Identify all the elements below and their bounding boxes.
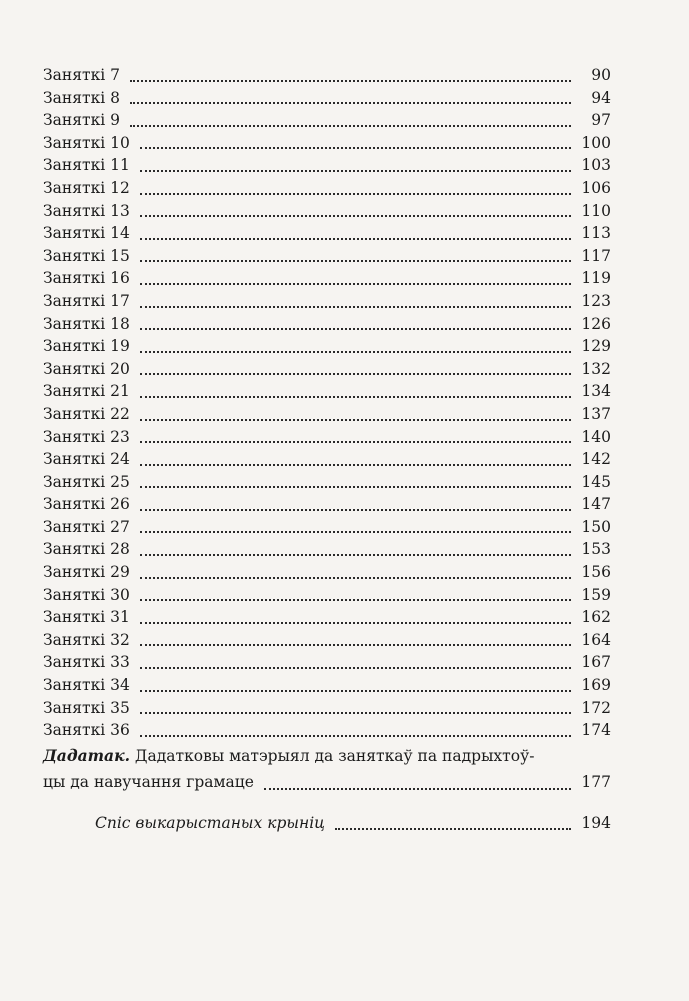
dot-leader	[140, 372, 571, 375]
toc-entry-label: Заняткі 27	[43, 517, 130, 536]
toc-entry-label: Заняткі 35	[43, 698, 130, 717]
toc-entry	[43, 200, 611, 223]
dot-leader	[140, 146, 571, 149]
appendix-page-number: 177	[581, 773, 611, 791]
toc-entry-page-number: 169	[581, 676, 611, 695]
sources-page-number: 194	[581, 814, 611, 832]
toc-entry-label: Заняткі 30	[43, 585, 130, 604]
toc-entry	[43, 222, 611, 245]
appendix-title: Дадатак.	[43, 746, 130, 765]
toc-entry-label: Заняткі 16	[43, 269, 130, 288]
toc-entry	[43, 471, 611, 494]
dot-leader	[140, 350, 571, 353]
dot-leader	[140, 440, 571, 443]
toc-entry-label: Заняткі 17	[43, 291, 130, 310]
dot-leader	[140, 327, 571, 330]
appendix-entry	[43, 743, 611, 795]
toc-entry-label: Заняткі 13	[43, 201, 130, 220]
toc-entry	[43, 719, 611, 742]
dot-leader	[140, 689, 571, 692]
toc-entry-label: Заняткі 26	[43, 495, 130, 514]
toc-entry-page-number: 126	[581, 314, 611, 333]
toc-entry-label: Заняткі 29	[43, 563, 130, 582]
toc-entry-page-number: 132	[581, 359, 611, 378]
toc-entry-label: Заняткі 20	[43, 359, 130, 378]
dot-leader	[140, 169, 571, 172]
toc-entry-page-number: 153	[581, 540, 611, 559]
toc-entry	[43, 561, 611, 584]
toc-entry-label: Заняткі 24	[43, 450, 130, 469]
toc-entry-label: Заняткі 33	[43, 653, 130, 672]
toc-entry-label: Заняткі 36	[43, 721, 130, 740]
toc-entry-page-number: 140	[581, 427, 611, 446]
toc-entry	[43, 426, 611, 449]
toc-entry-label: Заняткі 11	[43, 156, 130, 175]
dot-leader	[130, 79, 571, 82]
toc-entry	[43, 313, 611, 336]
toc-entry	[43, 380, 611, 403]
toc-entry-page-number: 156	[581, 563, 611, 582]
toc-entry	[43, 538, 611, 561]
toc-entry-label: Заняткі 18	[43, 314, 130, 333]
toc-entry-page-number: 123	[581, 291, 611, 310]
toc-entry-page-number: 94	[591, 88, 611, 107]
toc-entry-page-number: 129	[581, 337, 611, 356]
toc-entry	[43, 697, 611, 720]
toc-entry-page-number: 134	[581, 382, 611, 401]
toc-entry	[43, 606, 611, 629]
toc-entry-page-number: 110	[581, 201, 611, 220]
toc-entry	[43, 109, 611, 132]
dot-leader	[140, 576, 571, 579]
toc-entry	[43, 629, 611, 652]
dot-leader	[335, 827, 571, 830]
dot-leader	[140, 621, 571, 624]
toc-entry	[43, 493, 611, 516]
toc-entry	[43, 335, 611, 358]
toc-entry-label: Заняткі 9	[43, 111, 121, 130]
toc-entry-page-number: 167	[581, 653, 611, 672]
toc-entry-label: Заняткі 22	[43, 404, 130, 423]
toc-entry	[43, 177, 611, 200]
dot-leader	[130, 124, 571, 127]
toc-entry-label: Заняткі 14	[43, 224, 130, 243]
toc-entry	[43, 267, 611, 290]
toc-entry	[43, 448, 611, 471]
dot-leader	[140, 214, 571, 217]
dot-leader	[140, 711, 571, 714]
toc-entry	[43, 290, 611, 313]
toc-entry	[43, 87, 611, 110]
toc-entry-page-number: 142	[581, 450, 611, 469]
dot-leader	[264, 787, 571, 790]
toc-entry-page-number: 159	[581, 585, 611, 604]
toc-entry-label: Заняткі 15	[43, 246, 130, 265]
toc-entry-page-number: 174	[581, 721, 611, 740]
dot-leader	[140, 305, 571, 308]
toc-entry-label: Заняткі 10	[43, 133, 130, 152]
toc-entry	[43, 403, 611, 426]
toc-entry-label: Заняткі 8	[43, 88, 121, 107]
toc-entry-label: Заняткі 7	[43, 66, 121, 84]
toc-entry-label: Заняткі 28	[43, 540, 130, 559]
dot-leader	[140, 734, 571, 737]
toc-entry-page-number: 100	[581, 133, 611, 152]
toc-entry-page-number: 119	[581, 269, 611, 288]
toc-entry	[43, 358, 611, 381]
dot-leader	[140, 598, 571, 601]
toc-entry-label: Заняткі 32	[43, 630, 130, 649]
toc-entry-label: Заняткі 19	[43, 337, 130, 356]
sources-label: Спіс выкарыстаных крыніц	[95, 814, 326, 832]
toc-entry	[43, 516, 611, 539]
dot-leader	[140, 666, 571, 669]
toc-entry	[43, 64, 611, 87]
table-of-contents	[43, 64, 611, 742]
toc-entry-label: Заняткі 12	[43, 178, 130, 197]
dot-leader	[140, 418, 571, 421]
toc-entry-page-number: 150	[581, 517, 611, 536]
dot-leader	[140, 395, 571, 398]
dot-leader	[140, 485, 571, 488]
toc-entry-label: Заняткі 34	[43, 676, 130, 695]
toc-entry-page-number: 164	[581, 630, 611, 649]
toc-entry-page-number: 103	[581, 156, 611, 175]
sources-entry	[95, 812, 611, 835]
toc-entry-page-number: 137	[581, 404, 611, 423]
toc-entry	[43, 651, 611, 674]
toc-entry	[43, 245, 611, 268]
toc-entry-page-number: 162	[581, 608, 611, 627]
appendix-text-line1: Дадатковы матэрыял да заняткаў па падрыхтоў-	[129, 747, 535, 765]
dot-leader	[140, 553, 571, 556]
toc-entry-page-number: 145	[581, 472, 611, 491]
dot-leader	[140, 530, 571, 533]
toc-entry	[43, 132, 611, 155]
dot-leader	[140, 643, 571, 646]
dot-leader	[140, 463, 571, 466]
toc-entry	[43, 584, 611, 607]
toc-entry-page-number: 172	[581, 698, 611, 717]
dot-leader	[140, 237, 571, 240]
toc-entry-page-number: 106	[581, 178, 611, 197]
toc-entry-label: Заняткі 23	[43, 427, 130, 446]
dot-leader	[140, 508, 571, 511]
toc-entry	[43, 674, 611, 697]
appendix-text-line2: цы да навучання грамаце	[43, 773, 254, 791]
toc-entry-page-number: 90	[591, 66, 611, 84]
toc-entry-page-number: 147	[581, 495, 611, 514]
toc-entry-label: Заняткі 25	[43, 472, 130, 491]
dot-leader	[140, 192, 571, 195]
toc-entry-label: Заняткі 31	[43, 608, 130, 627]
toc-entry-label: Заняткі 21	[43, 382, 130, 401]
toc-entry-page-number: 117	[581, 246, 611, 265]
dot-leader	[140, 282, 571, 285]
toc-entry	[43, 154, 611, 177]
dot-leader	[140, 259, 571, 262]
toc-entry-page-number: 113	[581, 224, 611, 243]
dot-leader	[130, 101, 571, 104]
toc-entry-page-number: 97	[591, 111, 611, 130]
